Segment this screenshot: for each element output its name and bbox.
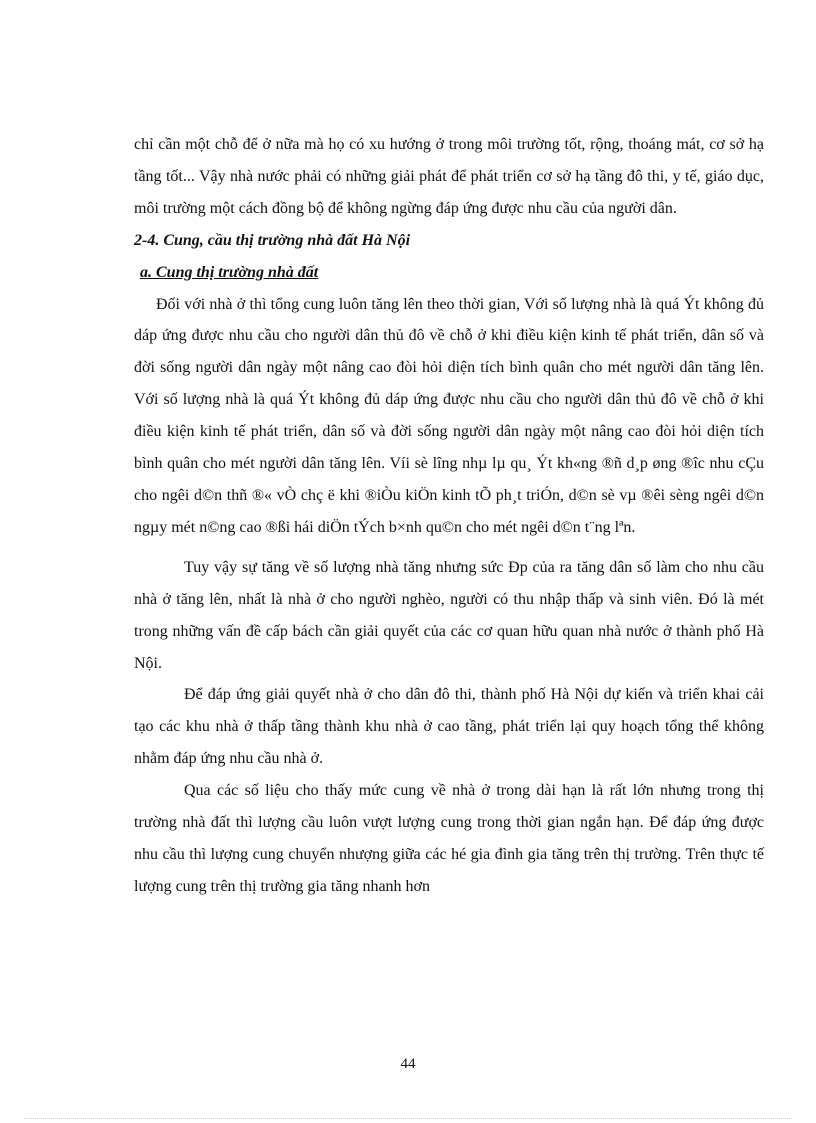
paragraph-2: Đối với nhà ở thì tổng cung luôn tăng lên theo thời gian, Với số lượng nhà là quá Ýt không đủ dáp ứng được nhu cầu cho người dân thủ đô về chỗ ở khi điều kiện kinh tế phát triển, dân số và đời sống người dân ngày một nâng cao đòi hỏi diện tích bình quân cho mét người dân tăng lên. Với số lượng nhà là quá Ýt không đủ dáp ứng được nhu cầu cho người dân thủ đô về chỗ ở khi điều kiện kinh tế phát triển, dân số và đời sống người dân ngày một nâng cao đòi hỏi diện tích bình quân cho mét người dân tăng lên. Víi sè lîng nhµ lµ qu¸ Ýt kh«ng ®ñ d¸p øng ®îc nhu cÇu cho ngêi d©n thñ ®« vÒ chç ë khi ®iÒu kiÖn kinh tÕ ph¸t triÓn, d©n sè vµ ®êi sèng ngêi d©n ngµy mét n©ng cao ®ßi hái diÖn tÝch b×nh qu©n cho mét ngêi d©n t¨ng lªn. bbox=[134, 295, 764, 536]
document-body bbox=[134, 129, 764, 903]
section-heading: 2-4. Cung, cầu thị trường nhà đất Hà Nội bbox=[134, 231, 411, 249]
page-number: 44 bbox=[400, 1056, 416, 1072]
paragraph-gap bbox=[134, 544, 764, 552]
subsection-heading: a. Cung thị trường nhà đất bbox=[140, 263, 319, 281]
paragraph-5: Qua các số liệu cho thấy mức cung về nhà ở trong dài hạn là rất lớn nhưng trong thị trường nhà đất thì lượng cầu luôn vượt lượng cung trong thời gian ngắn hạn. Để đáp ứng được nhu cầu thì lượng cung chuyển nhượng giữa các hé gia đình gia tăng trên thị trường. Trên thực tế lượng cung trên thị trường gia tăng nhanh hơn bbox=[134, 782, 764, 895]
paragraph-1: chỉ cần một chỗ để ở nữa mà họ có xu hướng ở trong môi trường tốt, rộng, thoáng mát, cơ sở hạ tầng tốt... Vậy nhà nước phải có những giải phát để phát triển cơ sở hạ tầng đô thi, y tế, giáo dục, môi trường một cách đồng bộ để không ngừng đáp ứng được nhu cầu của người dân. bbox=[134, 136, 764, 217]
paragraph-3: Tuy vậy sự tăng về số lượng nhà tăng nhưng sức Ðp của ra tăng dân số làm cho nhu cầu nhà ở tăng lên, nhất là nhà ở cho người nghèo, người có thu nhập thấp và sinh viên. Đó là mét trong những vấn đề cấp bách cần giải quyết của các cơ quan hữu quan nhà nước ở thành phố Hà Nội. bbox=[134, 558, 764, 672]
paragraph-4: Để đáp ứng giải quyết nhà ở cho dân đô thi, thành phố Hà Nội dự kiến và triển khai cải tạo các khu nhà ở thấp tầng thành khu nhà ở cao tầng, phát triển lại quy hoạch tổng thể không nhằm đáp ứng nhu cầu nhà ở. bbox=[134, 686, 764, 768]
page-bottom-divider bbox=[24, 1118, 792, 1119]
